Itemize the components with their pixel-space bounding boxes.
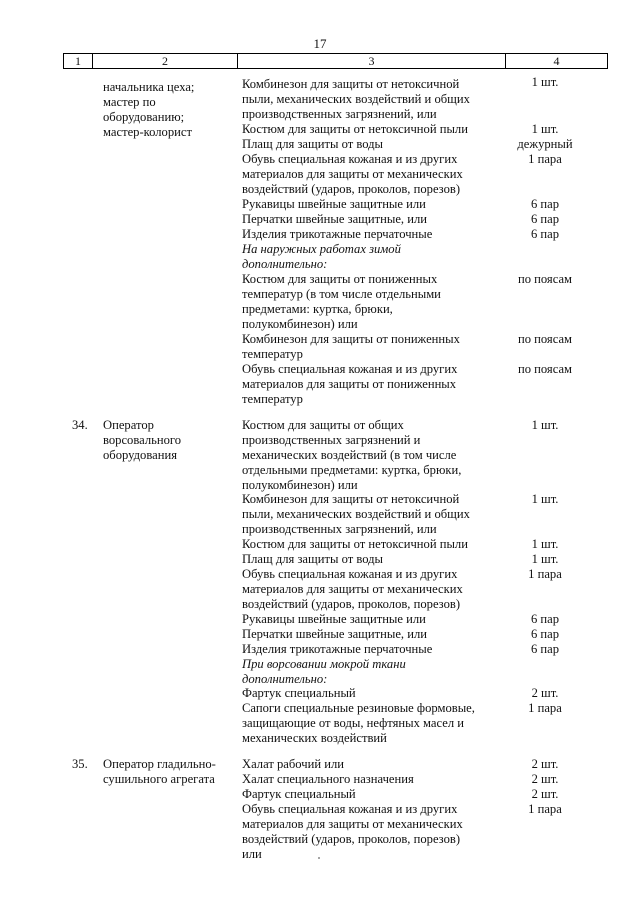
section-note (242, 242, 512, 272)
entry-position (103, 418, 238, 463)
item-line: Перчатки швейные защитные, или (242, 627, 427, 641)
quantity: 1 пара (528, 701, 562, 715)
position-line: сушильного агрегата (103, 771, 215, 786)
equipment-item (242, 332, 512, 362)
quantity: 1 пара (528, 802, 562, 816)
section-note (242, 657, 512, 687)
position-line: мастер по (103, 94, 156, 109)
item-line: полукомбинезон) или (242, 477, 358, 492)
position-line: оборудования (103, 447, 177, 462)
equipment-item (242, 212, 512, 227)
entry-number: 35. (72, 757, 88, 771)
quantity: 1 шт. (531, 537, 559, 551)
equipment-item (242, 227, 512, 242)
item-line: дополнительно: (242, 671, 328, 686)
item-line: Халат специального назначения (242, 772, 414, 786)
quantity: 1 пара (528, 567, 562, 581)
item-line: механических воздействий (242, 730, 387, 745)
equipment-item (242, 537, 512, 552)
item-line: Фартук специальный (242, 787, 356, 801)
header-col-1: 1 (64, 54, 93, 68)
continuation-position (103, 80, 238, 140)
quantity: 1 шт. (531, 75, 559, 89)
equipment-item (242, 772, 512, 787)
quantity: 2 шт. (531, 686, 559, 700)
equipment-item (242, 701, 512, 746)
equipment-item (242, 197, 512, 212)
quantity: 1 шт. (531, 492, 559, 506)
equipment-item (242, 642, 512, 657)
equipment-item (242, 627, 512, 642)
item-line: Халат рабочий или (242, 757, 344, 771)
item-line: отдельными предметами: куртка, брюки, (242, 462, 462, 477)
item-line: Рукавицы швейные защитные или (242, 612, 426, 626)
header-col-2: 2 (93, 54, 238, 68)
item-line: материалов для защиты от механических (242, 581, 463, 596)
item-line: На наружных работах зимой (242, 242, 401, 256)
quantity: 6 пар (530, 212, 560, 226)
quantity: 6 пар (530, 612, 560, 626)
page-number: 17 (313, 36, 327, 51)
item-line: Комбинезон для защиты от нетоксичной (242, 492, 460, 506)
equipment-item (242, 787, 512, 802)
item-line: Комбинезон для защиты от нетоксичной (242, 77, 460, 91)
item-line: Костюм для защиты от нетоксичной пыли (242, 537, 468, 551)
quantity: 1 пара (528, 152, 562, 166)
item-line: Комбинезон для защиты от пониженных (242, 332, 460, 346)
item-line: Костюм для защиты от пониженных (242, 272, 438, 286)
quantity: по поясам (517, 332, 573, 346)
equipment-item (242, 77, 512, 122)
item-line: Костюм для защиты от нетоксичной пыли (242, 122, 468, 136)
entry-number: 34. (72, 418, 88, 432)
quantity: 1 шт. (531, 552, 559, 566)
quantity: дежурный (517, 137, 573, 151)
item-line: материалов для защиты от механических (242, 166, 463, 181)
equipment-item (242, 152, 512, 197)
item-line: Обувь специальная кожаная и из других (242, 567, 458, 581)
header-col-3: 3 (238, 54, 506, 68)
position-line: оборудованию; (103, 109, 185, 124)
quantity: по поясам (517, 362, 573, 376)
header-col-4: 4 (553, 54, 560, 68)
item-line: Обувь специальная кожаная и из других (242, 802, 458, 816)
item-line: воздействий (ударов, проколов, порезов) (242, 831, 461, 846)
item-line: дополнительно: (242, 256, 328, 271)
quantity: 1 шт. (531, 122, 559, 136)
item-line: пыли, механических воздействий и общих (242, 506, 470, 521)
item-line: температур (в том числе отдельными (242, 286, 441, 301)
item-line: защищающие от воды, нефтяных масел и (242, 715, 465, 730)
quantity: 2 шт. (531, 787, 559, 801)
equipment-item (242, 802, 512, 862)
quantity: по поясам (517, 272, 573, 286)
item-line: полукомбинезон) или (242, 316, 358, 331)
item-line: Рукавицы швейные защитные или (242, 197, 426, 211)
item-line: Изделия трикотажные перчаточные (242, 227, 433, 241)
quantity: 2 шт. (531, 772, 559, 786)
item-line: пыли, механических воздействий и общих (242, 91, 470, 106)
position-line: ворсовального (103, 432, 182, 447)
item-line: предметами: куртка, брюки, (242, 301, 393, 316)
position-line: мастер-колорист (103, 124, 192, 139)
item-line: температур (242, 346, 303, 361)
item-line: производственных загрязнений и (242, 432, 421, 447)
equipment-item (242, 272, 512, 332)
item-line: производственных загрязнений, или (242, 106, 437, 121)
item-line: воздействий (ударов, проколов, порезов) (242, 181, 461, 196)
item-line: Изделия трикотажные перчаточные (242, 642, 433, 656)
quantity: 6 пар (530, 197, 560, 211)
equipment-item (242, 122, 512, 137)
position-line: Оператор (103, 418, 154, 432)
position-line: начальника цеха; (103, 80, 195, 94)
entry-position (103, 757, 238, 787)
item-line: Плащ для защиты от воды (242, 137, 384, 151)
item-line: Фартук специальный (242, 686, 356, 700)
item-line: температур (242, 391, 303, 406)
table-header-row (63, 53, 608, 69)
equipment-item (242, 757, 512, 772)
equipment-item (242, 552, 512, 567)
quantity: 1 шт. (531, 418, 559, 432)
item-line: При ворсовании мокрой ткани (242, 657, 406, 671)
equipment-item (242, 362, 512, 407)
item-line: или (242, 846, 262, 861)
item-line: материалов для защиты от механических (242, 816, 463, 831)
item-line: производственных загрязнений, или (242, 521, 437, 536)
equipment-item (242, 418, 512, 493)
quantity: 6 пар (530, 227, 560, 241)
item-line: Костюм для защиты от общих (242, 418, 404, 432)
item-line: материалов для защиты от пониженных (242, 376, 457, 391)
position-line: Оператор гладильно- (103, 757, 216, 771)
equipment-item (242, 567, 512, 612)
item-line: воздействий (ударов, проколов, порезов) (242, 596, 461, 611)
quantity: 2 шт. (531, 757, 559, 771)
equipment-item (242, 492, 512, 537)
quantity: 6 пар (530, 627, 560, 641)
scan-speck (318, 857, 320, 859)
equipment-item (242, 686, 512, 701)
item-line: Плащ для защиты от воды (242, 552, 384, 566)
item-line: Обувь специальная кожаная и из других (242, 152, 458, 166)
item-line: Сапоги специальные резиновые формовые, (242, 701, 475, 715)
item-line: Перчатки швейные защитные, или (242, 212, 427, 226)
quantity: 6 пар (530, 642, 560, 656)
equipment-item (242, 137, 512, 152)
item-line: Обувь специальная кожаная и из других (242, 362, 458, 376)
equipment-item (242, 612, 512, 627)
item-line: механических воздействий (в том числе (242, 447, 457, 462)
